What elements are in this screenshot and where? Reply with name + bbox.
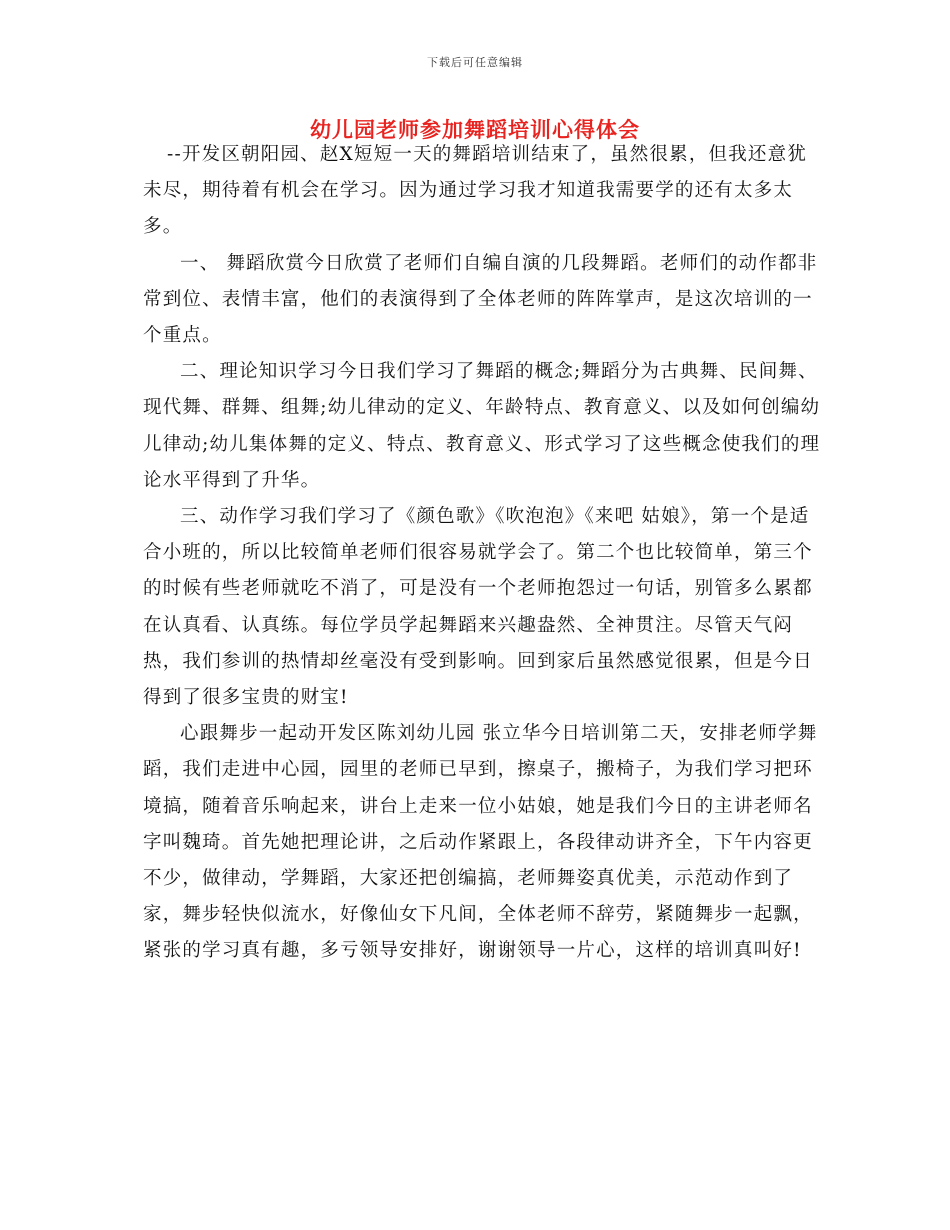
paragraph-dance-appreciation: 一、 舞蹈欣赏今日欣赏了老师们自编自演的几段舞蹈。老师们的动作都非常到位、表情丰富，他们的表演得到了全体老师的阵阵掌声，是这次培训的一个重点。 <box>143 252 818 347</box>
paragraph-movement: 三、动作学习我们学习了《颜色歌》《吹泡泡》《来吧 姑娘》，第一个是适合小班的，所以比较简单老师们很容易就学会了。第二个也比较简单，第三个的时候有些老师就吃不消了，可是没有一个老师抱怨过一句话，别管多么累都在认真看、认真练。每位学员学起舞蹈来兴趣盎然、全神贯注。尽管天气闷热，我们参训的热情却丝毫没有受到影响。回到家后虽然感觉很累，但是今日得到了很多宝贵的财宝! <box>143 506 813 709</box>
document-title: 幼儿园老师参加舞蹈培训心得体会 <box>310 118 640 142</box>
paragraph-intro: --开发区朝阳园、赵X短短一天的舞蹈培训结束了，虽然很累，但我还意犹未尽，期待着有机会在学习。因为通过学习我才知道我需要学的还有太多太多。 <box>143 144 808 238</box>
paragraph-day-two: 心跟舞步一起动开发区陈刘幼儿园 张立华今日培训第二天，安排老师学舞蹈，我们走进中心园，园里的老师已早到，擦桌子，搬椅子，为我们学习把环境搞，随着音乐响起来，讲台上走来一位小姑娘，她是我们今日的主讲老师名字叫魏琦。首先她把理论讲，之后动作紧跟上，各段律动讲齐全，下午内容更不少，做律动，学舞蹈，大家还把创编搞，老师舞姿真优美，示范动作到了家，舞步轻快似流水，好像仙女下凡间，全体老师不辞劳，紧随舞步一起飘，紧张的学习真有趣，多亏领导安排好，谢谢领导一片心，这样的培训真叫好! <box>143 723 818 962</box>
paragraph-theory: 二、理论知识学习今日我们学习了舞蹈的概念;舞蹈分为古典舞、民间舞、现代舞、群舞、组舞;幼儿律动的定义、年龄特点、教育意义、以及如何创编幼儿律动;幼儿集体舞的定义、特点、教育意义、形式学习了这些概念使我们的理论水平得到了升华。 <box>143 361 821 491</box>
header-note: 下载后可任意编辑 <box>427 56 523 69</box>
document-body <box>143 137 823 970</box>
